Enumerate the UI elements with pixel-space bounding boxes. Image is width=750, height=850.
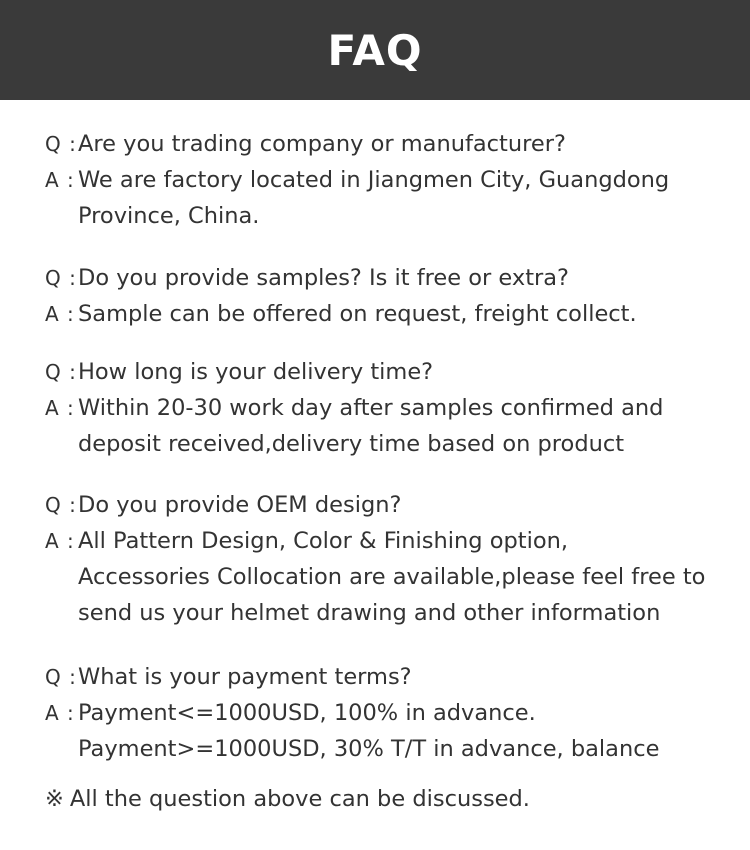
question-prefix: Q : (45, 360, 77, 384)
answer-row (45, 390, 725, 462)
question-text: Do you provide samples? Is it free or extra? (78, 265, 569, 291)
faq-item-5 (45, 659, 725, 767)
question-row (45, 126, 725, 162)
answer-text: Payment<=1000USD, 100% in advance. Payment>=1000USD, 30% T/T in advance, balance (78, 700, 660, 762)
page-title: FAQ (327, 25, 423, 75)
answer-row (45, 296, 725, 332)
answer-row (45, 695, 725, 767)
question-text: How long is your delivery time? (78, 359, 434, 385)
faq-header (0, 0, 750, 100)
question-prefix: Q : (45, 493, 77, 517)
faq-item-4 (45, 487, 725, 631)
answer-prefix: A : (45, 701, 75, 725)
faq-item-3 (45, 354, 725, 462)
faq-item-2 (45, 260, 725, 332)
question-prefix: Q : (45, 266, 77, 290)
faq-list (45, 126, 725, 767)
question-text: Are you trading company or manufacturer? (78, 131, 566, 157)
answer-prefix: A : (45, 302, 75, 326)
answer-text: We are factory located in Jiangmen City, Guangdong Province, China. (78, 167, 670, 229)
note-text: All the question above can be discussed. (69, 786, 530, 812)
question-text: Do you provide OEM design? (78, 492, 402, 518)
question-row (45, 487, 725, 523)
answer-text: Sample can be offered on request, freight collect. (78, 301, 637, 327)
answer-prefix: A : (45, 168, 75, 192)
question-prefix: Q : (45, 132, 77, 156)
answer-row (45, 523, 725, 631)
answer-prefix: A : (45, 529, 75, 553)
question-text: What is your payment terms? (78, 664, 412, 690)
discussion-note (45, 781, 530, 817)
answer-text: Within 20-30 work day after samples confirmed and deposit received,delivery time based on product (78, 395, 664, 457)
faq-item-1 (45, 126, 725, 234)
question-row (45, 354, 725, 390)
question-row (45, 260, 725, 296)
question-prefix: Q : (45, 665, 77, 689)
question-row (45, 659, 725, 695)
answer-text: All Pattern Design, Color & Finishing option, Accessories Collocation are available,please feel free to send us your helmet drawing and other information (78, 528, 706, 626)
answer-prefix: A : (45, 396, 75, 420)
reference-mark-icon: ※ (45, 786, 64, 812)
answer-row (45, 162, 725, 234)
